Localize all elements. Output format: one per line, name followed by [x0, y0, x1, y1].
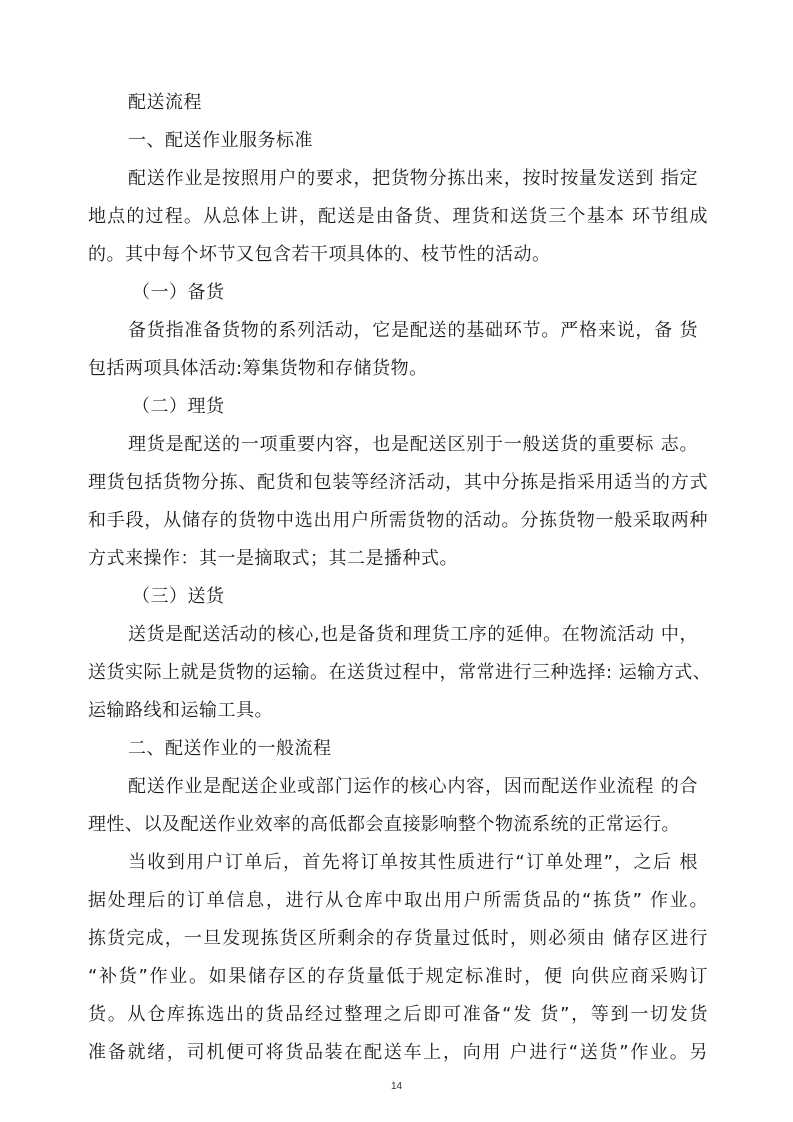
paragraph-line: 运输路线和运输工具。	[88, 700, 273, 721]
paragraph-line: 据处理后的订单信息，进行从仓库中取出用户所需货品的“拣货” 作业。	[88, 890, 708, 911]
section-title-2: 二、配送作业的一般流程	[128, 738, 332, 759]
document-heading: 配送流程	[128, 92, 202, 113]
subsection-title-1: （一）备货	[132, 282, 225, 303]
paragraph-line: 和手段，从储存的货物中选出用户所需货物的活动。分拣货物一般采取两种	[88, 510, 708, 531]
paragraph-line: 方式来操作：其一是摘取式；其二是播种式。	[88, 548, 458, 569]
paragraph-line: 包括两项具体活动:筹集货物和存储货物。	[88, 358, 428, 379]
subsection-title-2: （二）理货	[132, 396, 225, 417]
paragraph-line: 备货指准备货物的系列活动，它是配送的基础环节。严格来说，备 货	[128, 320, 698, 341]
paragraph-line: 送货是配送活动的核心,也是备货和理货工序的延伸。在物流活动 中，	[128, 624, 698, 645]
paragraph-line: 理货包括货物分拣、配货和包装等经济活动，其中分拣是指采用适当的方式	[88, 472, 708, 493]
paragraph-line: 的。其中每个坏节又包含若干项具体的、枝节性的活动。	[88, 244, 551, 265]
subsection-title-3: （三）送货	[132, 586, 225, 607]
paragraph-line: 送货实际上就是货物的运输。在送货过程中，常常进行三种选择: 运输方式、	[88, 662, 712, 683]
paragraph-line: 理货是配送的一项重要内容，也是配送区别于一般送货的重要标 志。	[128, 434, 698, 455]
paragraph-line: 准备就绪，司机便可将货品装在配送车上，向用 户进行“送货”作业。另	[88, 1042, 708, 1063]
paragraph-line: 货。从仓库拣选出的货品经过整理之后即可准备“发 货”，等到一切发货	[88, 1004, 708, 1025]
section-title-1: 一、配送作业服务标准	[128, 130, 313, 151]
paragraph-line: 配送作业是配送企业或部门运作的核心内容，因而配送作业流程 的合	[128, 776, 698, 797]
page-number: 14	[390, 1081, 403, 1092]
paragraph-line: 地点的过程。从总体上讲，配送是由备货、理货和送货三个基本 环节组成	[88, 206, 708, 227]
paragraph-line: 配送作业是按照用户的要求，把货物分拣出来，按时按量发送到 指定	[128, 168, 698, 189]
paragraph-line: 当收到用户订单后，首先将订单按其性质进行“订单处理”，之后 根	[128, 852, 698, 873]
paragraph-line: 拣货完成，一旦发现拣货区所剩余的存货量过低时，则必须由 储存区进行	[88, 928, 708, 949]
paragraph-line: 理性、以及配送作业效率的高低都会直接影响整个物流系统的正常运行。	[88, 814, 680, 835]
paragraph-line: “补货”作业。如果储存区的存货量低于规定标准时，便 向供应商采购订	[88, 966, 708, 987]
